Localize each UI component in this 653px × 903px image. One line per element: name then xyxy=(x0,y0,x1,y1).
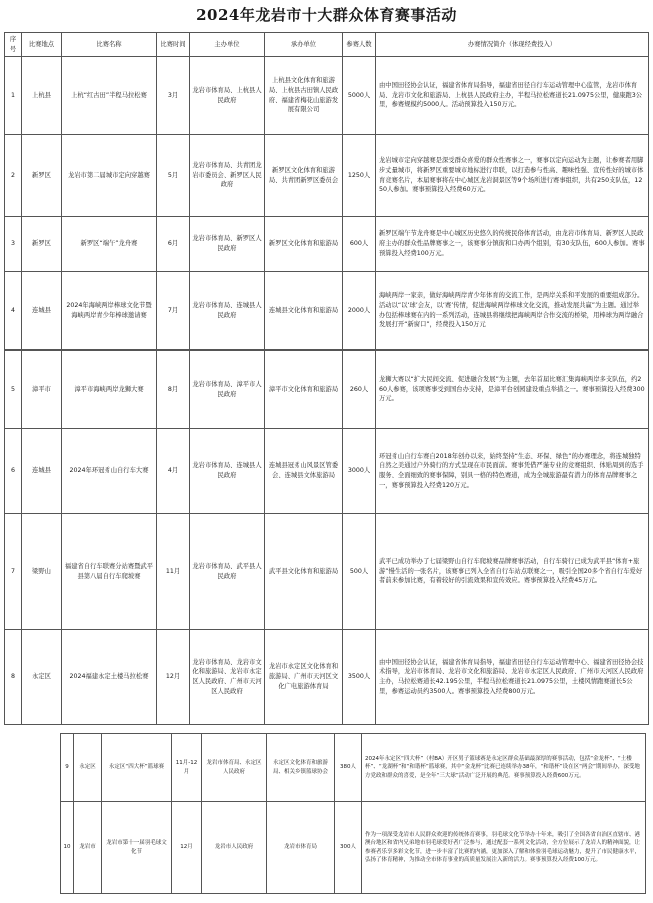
event-name: 龙岩市第十一届羽毛球文化节 xyxy=(102,802,172,894)
event-no: 10 xyxy=(61,802,74,894)
event-time: 4月 xyxy=(157,429,190,514)
table-row xyxy=(61,802,646,894)
event-organizer: 龙岩市永定区文化体育和旅游局、广州市天河区文化广电旅游体育局 xyxy=(265,630,343,725)
event-location: 永定区 xyxy=(22,630,62,725)
table-row xyxy=(5,514,649,630)
event-participants: 3000人 xyxy=(343,429,376,514)
page-title: 2024年龙岩市十大群众体育赛事活动 xyxy=(196,6,457,24)
event-organizer: 永定区文化体育和旅游局、相关乡镇篮球协会 xyxy=(267,734,335,802)
event-host: 龙岩市体育局、连城县人民政府 xyxy=(190,429,265,514)
event-location: 上杭县 xyxy=(22,57,62,135)
event-summary: 龙岩城市定向穿越赛是深受群众喜爱的群众性赛事之一，赛事以定向运动为主题，让参赛者用脚步丈量城市，将新罗区重要城市地标进行串联，以打造参与性高、趣味性强、宣传性好的城市体育竞赛名片，本届赛事将在中心城区龙岩洞景区等9个场所进行赛事组织，共有250支队伍，1250人参加。赛事预算投入经费60万元。 xyxy=(376,135,649,217)
event-no: 7 xyxy=(5,514,22,630)
event-organizer: 上杭县文化体育和旅游局、上杭县古田镇人民政府、福建省梅花山旅游发展有限公司 xyxy=(265,57,343,135)
event-time: 12月 xyxy=(157,630,190,725)
header-time: 比赛时间 xyxy=(157,33,190,57)
event-location: 新罗区 xyxy=(22,217,62,272)
event-name: 2024年环冠豸山自行车大赛 xyxy=(62,429,157,514)
event-location: 新罗区 xyxy=(22,135,62,217)
event-location: 连城县 xyxy=(22,272,62,350)
table-row xyxy=(61,734,646,802)
event-time: 6月 xyxy=(157,217,190,272)
event-participants: 2000人 xyxy=(343,272,376,350)
event-summary: 2024年永定区“四大杯”（村BA）开区男子篮球赛是永定区群众基础最深厚的赛事活动，包括“金龙杯”、“土楼杯”、“龙湖杯”和“和谐杯”篮球赛，其中“金龙杯”比赛已连续举办38年，“和谐杯”设在区“两会”期间举办，深受地方党政和群众的喜爱，是全年“三大球”活动广泛开展的典范。赛事预算投入经费600万元。 xyxy=(362,734,646,802)
event-organizer: 连城县文化体育和旅游局 xyxy=(265,272,343,350)
event-host: 龙岩市人民政府 xyxy=(202,802,267,894)
header-summary: 办赛情况简介（体现经费投入） xyxy=(376,33,649,57)
event-time: 5月 xyxy=(157,135,190,217)
event-name: 2024年海峡两岸棒球文化节暨海峡两岸青少年棒球邀请赛 xyxy=(62,272,157,350)
event-organizer: 龙岩市体育局 xyxy=(267,802,335,894)
event-host: 龙岩市体育局、武平县人民政府 xyxy=(190,514,265,630)
event-time: 11月 xyxy=(157,514,190,630)
events-table-part-2 xyxy=(4,350,649,725)
event-summary: 海峡两岸一家亲，做好海峡两岸青少年体育的交流工作，是两岸关系和平发展的重要组成部分。活动以“以‘球’会友，以‘赛’传情，促进海峡两岸棒球文化交流，推动发展共赢”为主题。通过举办包括棒球赛在内的一系列活动，连城县将继续把海峡两岸合作交流的桥梁，用棒球为两岸融合发展打开“新窗口”，经费投入150万元 xyxy=(376,272,649,350)
event-location: 龙岩市 xyxy=(74,802,102,894)
header-location: 比赛地点 xyxy=(22,33,62,57)
event-time: 7月 xyxy=(157,272,190,350)
event-participants: 500人 xyxy=(343,514,376,630)
event-no: 3 xyxy=(5,217,22,272)
header-name: 比赛名称 xyxy=(62,33,157,57)
event-participants: 1250人 xyxy=(343,135,376,217)
event-summary: 武平已成功举办了七届梁野山自行车爬坡赛品牌赛事活动，自行车骑行已成为武平县“体育+旅游”慢生活的一张名片，该赛事已列入全省自行车站点联赛之一，吸引全国20多个省自行车爱好者前来参加比赛，有着较好的引流效果和宣传效应。赛事预算投入经费45万元。 xyxy=(376,514,649,630)
event-summary: 新罗区端午节龙舟赛是中心城区历史悠久的传统民俗体育活动，由龙岩市体育局、新罗区人民政府主办的群众性品牌赛事之一，该赛事分镇街和口办两个组别，有30支队伍，600人参加。赛事预算投入经费100万元。 xyxy=(376,217,649,272)
event-host: 龙岩市体育局、连城县人民政府 xyxy=(190,272,265,350)
event-time: 3月 xyxy=(157,57,190,135)
event-host: 龙岩市体育局、永定区人民政府 xyxy=(202,734,267,802)
event-time: 12月 xyxy=(172,802,202,894)
table-row xyxy=(5,135,649,217)
event-organizer: 连城县冠豸山风景区管委会、连城县文体旅游局 xyxy=(265,429,343,514)
event-summary: 由中国田径协会认证，福建省体育局指导，福建省田径自行车运动管理中心、福建省田径协会技术指导，龙岩市体育局、龙岩市文化和旅游局、龙岩市永定区人民政府、广州市天河区人民政府主办，马拉松赛道长42.195公里，半程马拉松赛道长21.0975公里，土楼风情跑赛道长5公里，参赛运动员约3500人。赛事预算投入经费800万元。 xyxy=(376,630,649,725)
event-name: 福建省自行车联赛分站赛暨武平县第八届自行车爬坡赛 xyxy=(62,514,157,630)
table-row xyxy=(5,57,649,135)
event-time: 8月 xyxy=(157,351,190,429)
event-summary: 由中国田径协会认证，福建省体育局指导，福建省田径自行车运动管理中心监管，龙岩市体育局、龙岩市文化和旅游局、上杭县人民政府主办，半程马拉松赛道长21.0975公里，健康跑3公里，参赛规模约5000人。活动预算投入150万元。 xyxy=(376,57,649,135)
event-summary: 作为一项深受龙岩市人民群众欢迎的传统体育赛事，羽毛球文化节举办十年来，吸引了全国各省自治区直辖市、港澳台地区和省内兄弟地市羽毛球爱好者广泛参与，通过配套一系列文化活动，全方位展示了龙岩人的精神面貌，让参赛者乐享多彩文化节，进一步丰富了比赛的内涵，更加深入了解和体验羽毛球运动魅力，提升了市民健康水平，弘扬了体育精神，为推动全市体育事业的高质量发展注入新的活力。赛事预算投入经费100万元。 xyxy=(362,802,646,894)
event-name: 龙岩市第二届城市定向穿越赛 xyxy=(62,135,157,217)
event-location: 漳平市 xyxy=(22,351,62,429)
event-no: 4 xyxy=(5,272,22,350)
event-participants: 3500人 xyxy=(343,630,376,725)
event-location: 连城县 xyxy=(22,429,62,514)
event-host: 龙岩市体育局、龙岩市文化和旅游局、龙岩市永定区人民政府、广州市天河区人民政府 xyxy=(190,630,265,725)
event-participants: 600人 xyxy=(343,217,376,272)
event-location: 梁野山 xyxy=(22,514,62,630)
table-row xyxy=(5,272,649,350)
event-name: 2024福建永定土楼马拉松赛 xyxy=(62,630,157,725)
event-organizer: 新罗区文化体育和旅游局、共青团新罗区委员会 xyxy=(265,135,343,217)
events-table-part-3 xyxy=(60,733,646,894)
event-no: 6 xyxy=(5,429,22,514)
event-summary: 环冠豸山自行车赛自2018年创办以来，始终坚持“生态、环保、绿色”的办赛理念，将连城独特自然之美通过户外骑行的方式呈现在市民面前。赛事凭借严谨专业的竞赛组织、体贴周到的选手服务、全面细致的赛事保障，别具一格的特色赛道，成为全城旅游最有潜力的体育品牌赛事之一，赛事预算投入经费120万元。 xyxy=(376,429,649,514)
event-summary: 龙狮大赛以“扩大民间交流、促进融合发展”为主题，去年首届比赛汇集海峡两岸多支队伍，约260人参赛，该项赛事受到国台办支持，是漳平台创园建设重点举措之一。赛事预算投入经费300万元。 xyxy=(376,351,649,429)
event-no: 8 xyxy=(5,630,22,725)
event-host: 龙岩市体育局、漳平市人民政府 xyxy=(190,351,265,429)
event-no: 1 xyxy=(5,57,22,135)
event-organizer: 武平县文化体育和旅游局 xyxy=(265,514,343,630)
event-host: 龙岩市体育局、上杭县人民政府 xyxy=(190,57,265,135)
event-participants: 260人 xyxy=(343,351,376,429)
events-table-part-1 xyxy=(4,32,649,350)
event-participants: 380人 xyxy=(335,734,362,802)
event-location: 永定区 xyxy=(74,734,102,802)
event-no: 9 xyxy=(61,734,74,802)
header-organizer: 承办单位 xyxy=(265,33,343,57)
event-no: 5 xyxy=(5,351,22,429)
header-participants: 参赛人数 xyxy=(343,33,376,57)
event-no: 2 xyxy=(5,135,22,217)
event-host: 龙岩市体育局、共青团龙岩市委员会、新罗区人民政府 xyxy=(190,135,265,217)
table-header-row xyxy=(5,33,649,57)
event-organizer: 新罗区文化体育和旅游局 xyxy=(265,217,343,272)
event-host: 龙岩市体育局、新罗区人民政府 xyxy=(190,217,265,272)
event-organizer: 漳平市文化体育和旅游局 xyxy=(265,351,343,429)
header-no: 序号 xyxy=(5,33,22,57)
table-row xyxy=(5,630,649,725)
event-name: 永定区“四大杯”篮球赛 xyxy=(102,734,172,802)
header-host: 主办单位 xyxy=(190,33,265,57)
event-participants: 300人 xyxy=(335,802,362,894)
event-name: 漳平市海峡两岸龙狮大赛 xyxy=(62,351,157,429)
table-row xyxy=(5,217,649,272)
event-name: 上杭“红古田”半程马拉松赛 xyxy=(62,57,157,135)
table-row xyxy=(5,429,649,514)
table-row xyxy=(5,351,649,429)
event-participants: 5000人 xyxy=(343,57,376,135)
event-time: 11月-12月 xyxy=(172,734,202,802)
event-name: 新罗区“端午”龙舟赛 xyxy=(62,217,157,272)
